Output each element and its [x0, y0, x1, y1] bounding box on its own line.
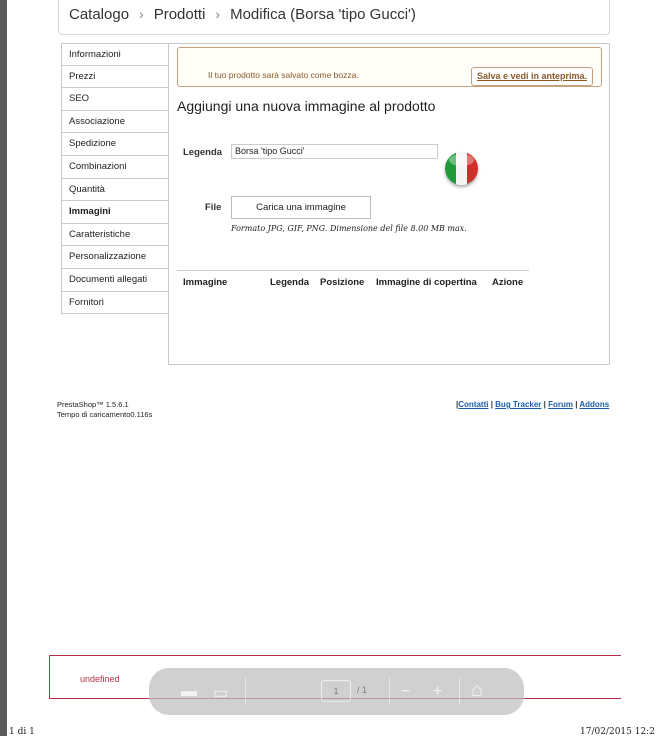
undefined-text: undefined — [80, 674, 120, 684]
column-immagine: Immagine — [183, 277, 228, 288]
save-icon[interactable]: ▬ — [181, 683, 197, 700]
breadcrumb-item-current: Modifica (Borsa 'tipo Gucci') — [230, 5, 416, 23]
prestashop-version: PrestaShop™ 1.5.6.1 — [57, 400, 129, 409]
italy-flag-icon[interactable] — [445, 152, 478, 185]
footer-link-addons[interactable]: Addons — [579, 400, 610, 409]
section-title: Aggiungi una nuova immagine al prodotto — [177, 98, 436, 114]
home-icon[interactable]: ⌂ — [471, 679, 484, 701]
tab-combinazioni[interactable]: Combinazioni — [61, 156, 169, 179]
page-total: / 1 — [357, 685, 368, 695]
footer-link-contatti[interactable]: Contatti — [458, 400, 489, 409]
draft-warning-text: Il tuo prodotto sarà salvato come bozza. — [208, 70, 359, 80]
breadcrumb — [58, 0, 610, 35]
print-date: 17/02/2015 12:2 — [580, 727, 655, 736]
save-and-preview-button[interactable]: Salva e vedi in anteprima. — [471, 67, 593, 86]
product-tabs — [61, 43, 169, 314]
tab-caratteristiche[interactable]: Caratteristiche — [61, 224, 169, 247]
column-azione: Azione — [492, 277, 524, 288]
upload-image-button[interactable]: Carica una immagine — [231, 196, 371, 219]
draft-warning — [177, 47, 602, 87]
tab-immagini[interactable]: Immagini — [61, 201, 169, 224]
print-icon[interactable]: ▭ — [213, 685, 229, 702]
chevron-right-icon: › — [139, 6, 144, 22]
footer-links: |Contatti | Bug Tracker | Forum | Addons — [456, 400, 610, 409]
breadcrumb-item-catalogo[interactable]: Catalogo — [69, 5, 130, 23]
tab-associazione[interactable]: Associazione — [61, 111, 169, 134]
column-posizione: Posizione — [320, 277, 365, 288]
tab-fornitori[interactable]: Fornitori — [61, 292, 169, 315]
tab-personalizzazione[interactable]: Personalizzazione — [61, 246, 169, 269]
column-legenda: Legenda — [270, 277, 310, 288]
tab-prezzi[interactable]: Prezzi — [61, 66, 169, 89]
footer-link-forum[interactable]: Forum — [548, 400, 573, 409]
page-count: 1 di 1 — [9, 727, 35, 736]
load-time: Tempo di caricamento0.116s — [57, 410, 153, 419]
zoom-out-icon[interactable]: − — [401, 683, 411, 700]
chevron-right-icon: › — [215, 6, 221, 22]
zoom-in-icon[interactable]: + — [433, 683, 443, 700]
tab-seo[interactable]: SEO — [61, 88, 169, 111]
file-format-note: Formato JPG, GIF, PNG. Dimensione del file 8.00 MB max. — [231, 224, 467, 233]
tab-documenti-allegati[interactable]: Documenti allegati — [61, 269, 169, 292]
legend-input[interactable]: Borsa 'tipo Gucci' — [231, 144, 438, 159]
legend-label: Legenda — [183, 147, 223, 158]
footer-info — [57, 400, 152, 420]
file-label: File — [205, 202, 222, 213]
breadcrumb-item-prodotti[interactable]: Prodotti — [153, 5, 206, 23]
tab-quantita[interactable]: Quantità — [61, 179, 169, 202]
tab-informazioni[interactable]: Informazioni — [61, 43, 169, 66]
page-number-input[interactable]: 1 — [321, 680, 351, 702]
column-immagine-copertina: Immagine di copertina — [376, 277, 477, 288]
footer-link-bug-tracker[interactable]: Bug Tracker — [495, 400, 542, 409]
pdf-toolbar — [149, 668, 524, 715]
images-table-header — [177, 270, 529, 290]
tab-spedizione[interactable]: Spedizione — [61, 133, 169, 156]
images-panel — [168, 43, 610, 365]
page-left-edge — [0, 0, 7, 736]
